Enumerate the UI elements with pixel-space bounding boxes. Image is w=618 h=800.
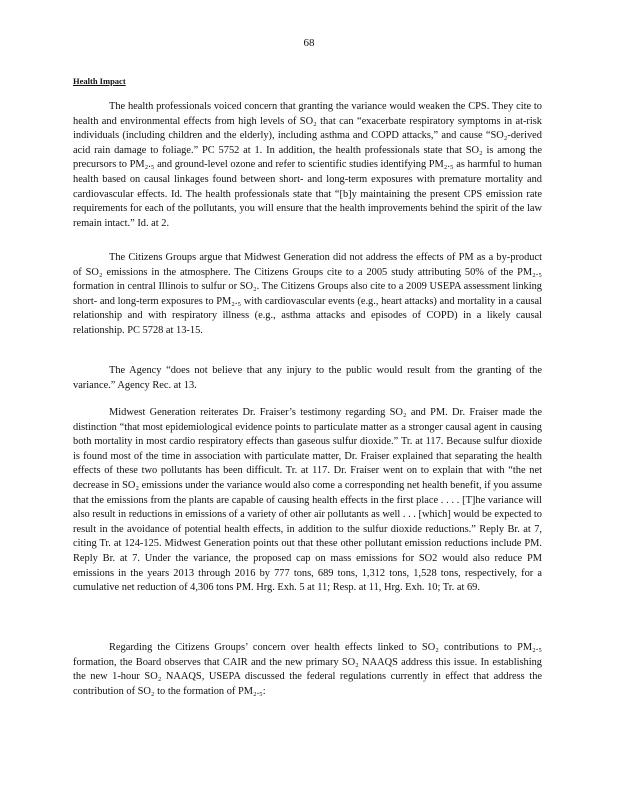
paragraph-citizens-groups: The Citizens Groups argue that Midwest Generation did not address the effects of PM as a by-product of SO₂ emissions in the atmosphere. The Citizens Groups cite to a 2005 study attributing 50% of the PM₂.₅ formation in central Illinois to sulfur or SO₂. The Citizens Groups also cite to a 2009 USEPA assessment linking short- and long-term exposures to PM₂.₅ with cardiovascular events (e.g., heart attacks) and mortality in a causal relationship and with respiratory illness (e.g., asthma attacks and episodes of COPD) in a likely causal relationship. PC 5728 at 13-15. <box>73 252 542 336</box>
paragraph-midwest-generation: Midwest Generation reiterates Dr. Fraiser’s testimony regarding SO₂ and PM. Dr. Fraiser made the distinction “that most epidemiological evidence points to particulate matter as a stronger causal agent in causing both mortality in most cardio respiratory effects than gaseous sulfur dioxide.” Tr. at 117. Because sulfur dioxide is found most of the time in association with particulate matter, Dr. Fraiser explained that separating the health effects of these two pollutants has been difficult. Tr. at 117. Dr. Fraiser went on to explain that with “the net decrease in SO₂ emissions under the variance would also come a corresponding net health benefit, if you assume that the emissions from the plants are capable of causing health effects in the first place . . . . [T]he variance will also result in reductions in emissions of a variety of other air pollutants as well . . . [which] would be expected to result in the avoidance of potential health effects, in addition to the sulfur dioxide reductions.” Reply Br. at 7, citing Tr. at 124-125. Midwest Generation points out that these other pollutant emission reductions include PM. Reply Br. at 7. Under the variance, the proposed cap on mass emissions for SO2 would also reduce PM emissions in the years 2013 through 2016 by 777 tons, 689 tons, 1,312 tons, 1,528 tons, respectively, for a cumulative net reduction of 4,306 tons PM. Hrg. Exh. 5 at 11; Resp. at 11, Hrg. Exh. 10; Tr. at 69. <box>73 407 542 594</box>
paragraph-agency: The Agency “does not believe that any injury to the public would result from the granting of the variance.” Agency Rec. at 13. <box>73 365 542 391</box>
paragraph-health-professionals: The health professionals voiced concern that granting the variance would weaken the CPS. They cite to health and environmental effects from high levels of SO₂ that can “exacerbate respiratory symptoms in at-risk individuals (including children and the elderly), including asthma and COPD attacks,” and cause “SO₂-derived acid rain damage to foliage.” PC 5752 at 1. In addition, the health professionals state that SO₂ is among the precursors to PM₂.₅ and ground-level ozone and refer to scientific studies identifying PM₂.₅ as harmful to human health based on causal linkages found between short- and long-term exposures with premature mortality and cardiovascular effects. Id. The health professionals state that “[b]y maintaining the present CPS emission rate requirements for each of the pollutants, you will ensure that the health improvements behind the spirit of the law remain intact.” Id. at 2. <box>73 101 542 229</box>
paragraph-board-observation: Regarding the Citizens Groups’ concern over health effects linked to SO₂ contributions to PM₂.₅ formation, the Board observes that CAIR and the new primary SO₂ NAAQS address this issue. In establishing the new 1-hour SO₂ NAAQS, USEPA discussed the federal regulations currently in effect that address the contribution of SO₂ to the formation of PM₂.₅: <box>73 642 542 697</box>
section-heading: Health Impact <box>73 76 126 86</box>
page-number: 68 <box>303 37 315 49</box>
